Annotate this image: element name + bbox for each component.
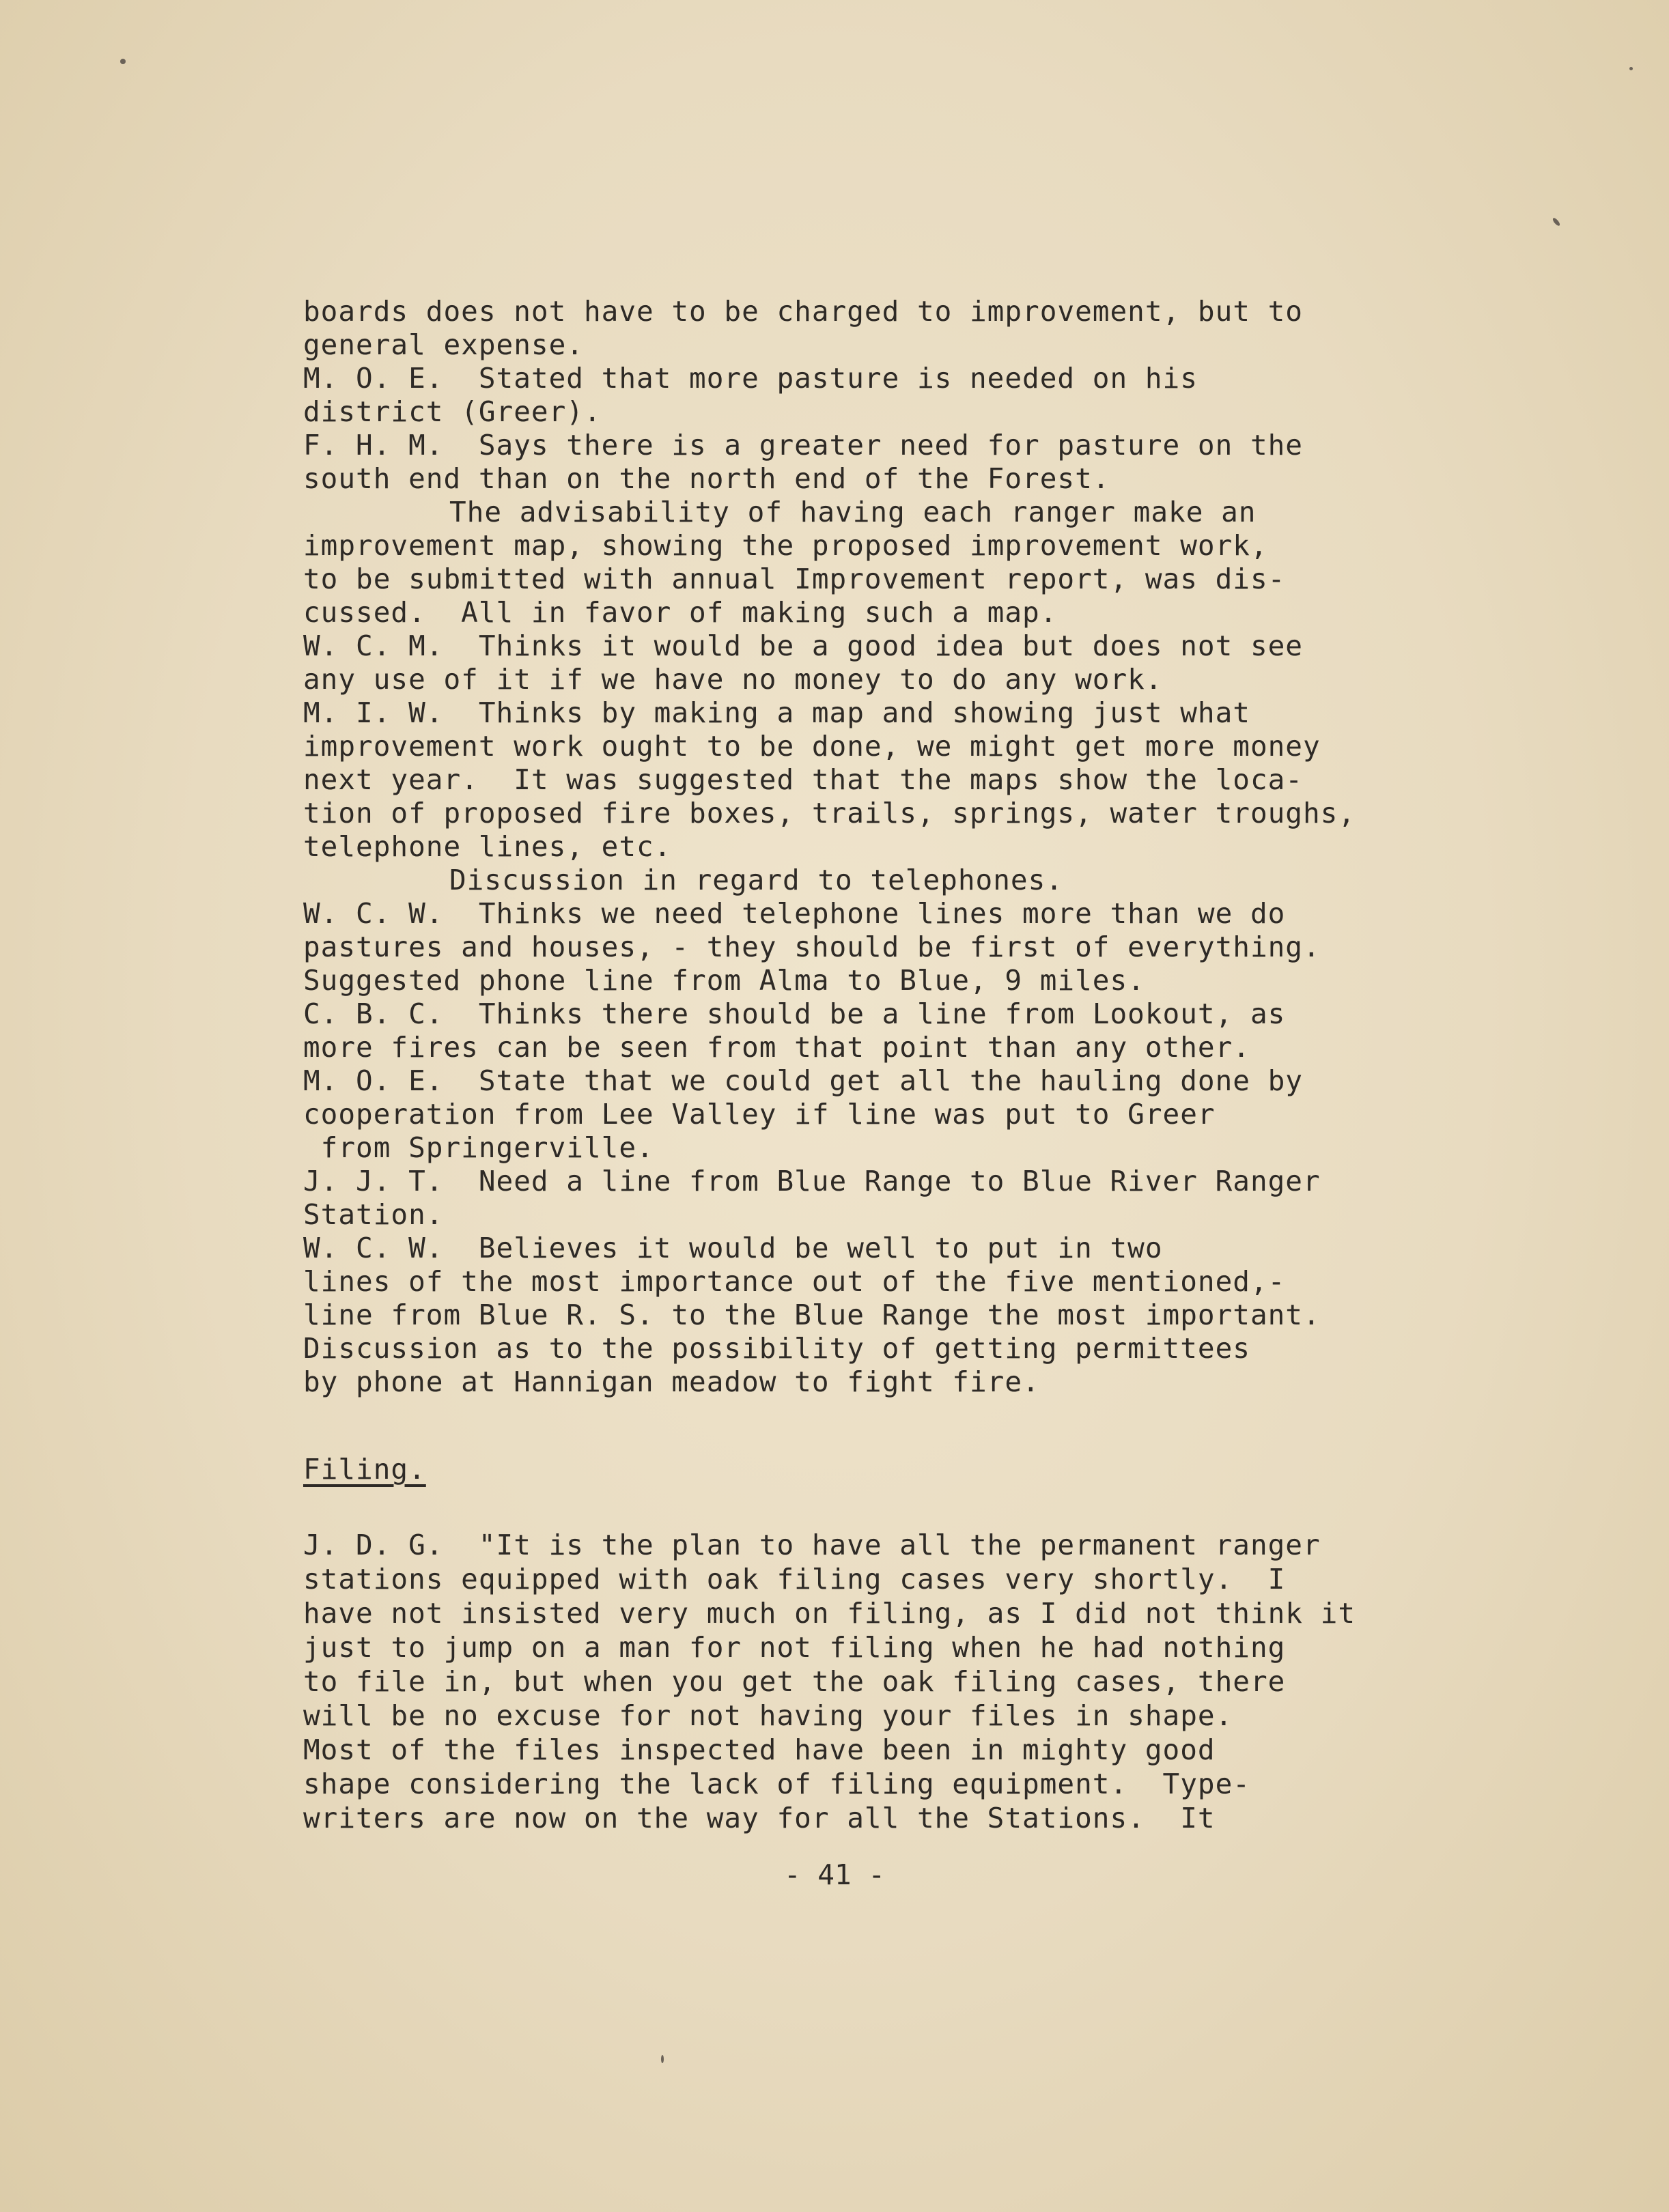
typed-line: pastures and houses, - they should be first of everything.	[303, 931, 1321, 963]
minutes-body-filing	[303, 1528, 1532, 1835]
typed-line: writers are now on the way for all the Stations. It	[303, 1802, 1216, 1834]
typed-line: M. O. E. State that we could get all the hauling done by	[303, 1064, 1303, 1097]
typed-line: stations equipped with oak filing cases very shortly. I	[303, 1563, 1286, 1596]
typed-line: more fires can be seen from that point than any other.	[303, 1031, 1250, 1064]
typed-line: by phone at Hannigan meadow to fight fire.	[303, 1365, 1040, 1398]
typed-line: cussed. All in favor of making such a map.	[303, 596, 1058, 629]
paper-speck	[1552, 217, 1561, 227]
typed-line: next year. It was suggested that the maps show the loca-	[303, 763, 1303, 796]
typed-line: The advisability of having each ranger make an	[449, 496, 1257, 528]
typed-line: W. C. W. Thinks we need telephone lines more than we do	[303, 897, 1286, 930]
typed-line: to file in, but when you get the oak filing cases, there	[303, 1665, 1286, 1698]
typed-line: W. C. W. Believes it would be well to put in two	[303, 1232, 1163, 1264]
paper-speck	[1629, 67, 1633, 70]
typed-line: south end than on the north end of the Forest.	[303, 462, 1110, 495]
typed-line: district (Greer).	[303, 395, 602, 428]
typed-line: Discussion in regard to telephones.	[449, 864, 1063, 896]
section-heading-filing: Filing.	[303, 1453, 426, 1486]
typed-line: Discussion as to the possibility of getting permittees	[303, 1332, 1250, 1365]
typed-line: have not insisted very much on filing, as I did not think it	[303, 1597, 1356, 1630]
typed-line: M. O. E. Stated that more pasture is needed on his	[303, 362, 1198, 395]
minutes-body-top	[303, 295, 1532, 1399]
typed-line: M. I. W. Thinks by making a map and showing just what	[303, 696, 1250, 729]
typed-line: J. J. T. Need a line from Blue Range to Blue River Ranger	[303, 1165, 1321, 1197]
typed-line: any use of it if we have no money to do any work.	[303, 663, 1163, 696]
typed-line: cooperation from Lee Valley if line was put to Greer	[303, 1098, 1216, 1131]
typed-line: from Springerville.	[303, 1131, 654, 1164]
typed-line: just to jump on a man for not filing when he had nothing	[303, 1631, 1286, 1664]
paper-speck	[120, 59, 126, 64]
typed-line: shape considering the lack of filing equipment. Type-	[303, 1768, 1250, 1800]
typed-line: Station.	[303, 1198, 444, 1231]
typed-line: Suggested phone line from Alma to Blue, 9 miles.	[303, 964, 1145, 997]
typed-line: J. D. G. "It is the plan to have all the permanent ranger	[303, 1529, 1321, 1561]
typed-line: improvement map, showing the proposed improvement work,	[303, 529, 1268, 562]
typed-line: C. B. C. Thinks there should be a line from Lookout, as	[303, 997, 1286, 1030]
page-number: - 41 -	[783, 1858, 886, 1891]
typed-line: will be no excuse for not having your files in shape.	[303, 1699, 1233, 1732]
typed-line: W. C. M. Thinks it would be a good idea but does not see	[303, 629, 1303, 662]
typed-line: to be submitted with annual Improvement report, was dis-	[303, 563, 1286, 595]
paper-speck	[661, 2055, 664, 2063]
typed-line: tion of proposed fire boxes, trails, springs, water troughs,	[303, 797, 1356, 830]
typed-line: Most of the files inspected have been in mighty good	[303, 1733, 1216, 1766]
typed-line: boards does not have to be charged to improvement, but to	[303, 295, 1303, 328]
typed-line: general expense.	[303, 328, 584, 361]
typed-line: improvement work ought to be done, we might get more money	[303, 730, 1321, 763]
typed-line: F. H. M. Says there is a greater need for pasture on the	[303, 429, 1303, 462]
typed-line: lines of the most importance out of the five mentioned,-	[303, 1265, 1286, 1298]
typed-line: telephone lines, etc.	[303, 830, 672, 863]
section-heading-container	[303, 1453, 426, 1486]
typed-line: line from Blue R. S. to the Blue Range the most important.	[303, 1299, 1321, 1331]
